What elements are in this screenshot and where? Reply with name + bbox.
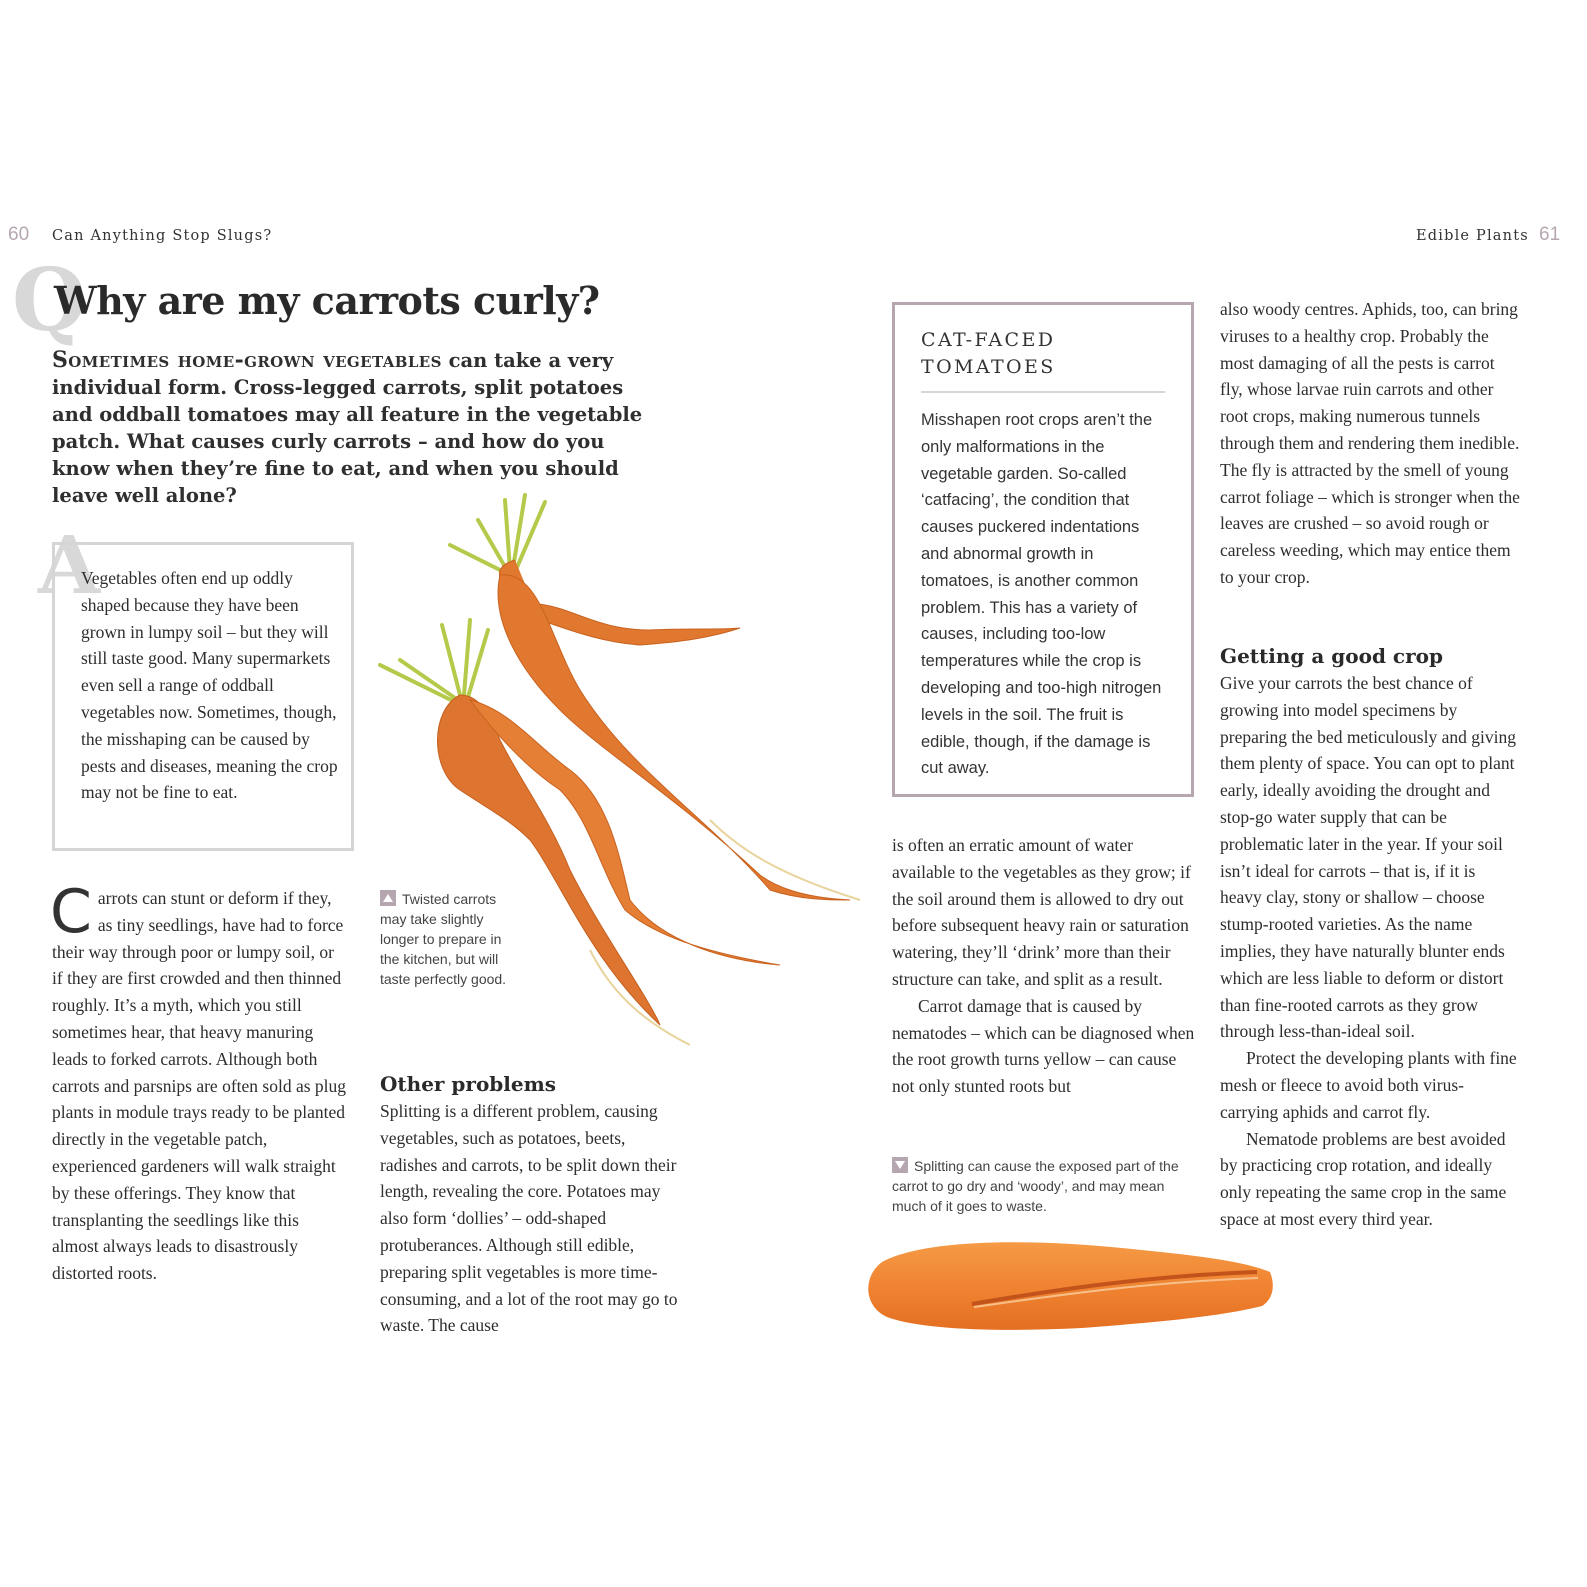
left-body (50, 877, 347, 1287)
other-problems-section (380, 1070, 678, 1339)
cat-faced-sidebar (892, 302, 1194, 797)
right-col1-para-1: is often an erratic amount of water available to the vegetables as they grow; if the soil around them is allowed to dry out before subsequent heavy rain or saturation watering, they’ll ‘drink’ more than their structure can take, and split as a result. (892, 835, 1191, 989)
good-crop-para-2: Protect the developing plants with fine mesh or fleece to avoid both virus-carrying aphids and carrot fly. (1220, 1048, 1517, 1122)
sidebar-title: CAT-FACED TOMATOES (921, 327, 1165, 393)
left-folio: 60 (8, 224, 30, 245)
other-problems-text: Splitting is a different problem, causing vegetables, such as potatoes, beets, radishes and carrots, to be split down their length, revealing the core. Potatoes may also form ‘dollies’ – odd-shaped protuberances. Although still edible, preparing split vegetables is more time-consuming, and a lot of the root may go to waste. The cause (380, 1101, 678, 1336)
drop-cap: C (50, 877, 92, 947)
good-crop-section (1220, 642, 1520, 1233)
question-letter: Q (12, 250, 87, 351)
caption-split-text: Splitting can cause the exposed part of the carrot to go dry and ‘woody’, and may mean much of it goes to waste. (892, 1158, 1179, 1214)
answer-letter: A (38, 518, 101, 612)
intro-lead: Sometimes home-grown vegetables (52, 347, 442, 373)
right-col2 (1220, 296, 1520, 591)
triangle-up-icon (380, 890, 396, 906)
good-crop-para-1: Give your carrots the best chance of growing into model specimens by preparing the bed meticulously and giving them plenty of space. You can opt to plant early, ideally avoiding the drought and stop-go water supply that can be problematic later in the year. If your soil isn’t ideal for carrots – that is, if it is heavy clay, stony or shallow – choose stump-rooted varieties. As the name implies, they have naturally blunter ends which are less liable to deform or distort than fine-rooted carrots as they grow through less-than-ideal soil. (1220, 673, 1516, 1042)
split-carrot-photo (862, 1232, 1278, 1336)
caption-curly (380, 889, 520, 989)
caption-split (892, 1156, 1192, 1216)
other-problems-heading: Other problems (380, 1072, 557, 1096)
intro-text: can take a very individual form. Cross-legged carrots, split potatoes and oddball tomatoes may all feature in the vegetable patch. What causes curly carrots – and how do you know when they’re fine to eat, and when you should leave well alone? (52, 349, 643, 507)
sidebar-text: Misshapen root crops aren’t the only malformations in the vegetable garden. So-called ‘catfacing’, the condition that causes puckered indentations and abnormal growth in tomatoes, is another common problem. This has a variety of causes, including too-low temperatures while the crop is developing and too-high nitrogen levels in the soil. The fruit is edible, though, if the damage is cut away. (921, 411, 1162, 778)
right-folio: 61 (1539, 224, 1561, 245)
right-col1 (892, 832, 1197, 1100)
left-running-head: Can Anything Stop Slugs? (52, 228, 273, 244)
right-col1-para-2: Carrot damage that is caused by nematodes – which can be diagnosed when the root growth turns yellow – can cause not only stunted roots but (892, 995, 1195, 1097)
left-body-text: arrots can stunt or deform if they, as tiny seedlings, have had to force their way through poor or lumpy soil, or if they are first crowded and then thinned roughly. It’s a myth, which you still sometimes hear, that heavy manuring leads to forked carrots. Although both carrots and parsnips are often sold as plug plants in module trays ready to be planted directly in the vegetable patch, experienced gardeners will walk straight by these offerings. They know that transplanting the seedlings like this almost always leads to disastrously distorted roots. (52, 888, 347, 1284)
page-title: Why are my carrots curly? (54, 278, 600, 323)
answer-box (52, 542, 354, 851)
answer-text: Vegetables often end up oddly shaped because they have been grown in lumpy soil – but they will still taste good. Many supermarkets even sell a range of oddball vegetables now. Sometimes, though, the misshaping can be caused by pests and diseases, meaning the crop may not be fine to eat. (81, 568, 338, 803)
good-crop-para-3: Nematode problems are best avoided by practicing crop rotation, and ideally only repeating the same crop in the same space at most every third year. (1220, 1128, 1507, 1229)
triangle-down-icon (892, 1157, 908, 1173)
good-crop-heading: Getting a good crop (1220, 644, 1443, 668)
caption-curly-text: Twisted carrots may take slightly longer to prepare in the kitchen, but will taste perfectly good. (380, 891, 507, 987)
title-block (54, 278, 600, 323)
right-col2-top: also woody centres. Aphids, too, can bring viruses to a healthy crop. Probably the most damaging of all the pests is carrot fly, whose larvae ruin carrots and other root crops, making numerous tunnels through them and rendering them inedible. The fly is attracted by the smell of young carrot foliage – which is stronger when the leaves are crushed – so avoid rough or careless weeding, which may entice them to your crop. (1220, 299, 1520, 587)
right-running-head: Edible Plants (1416, 228, 1529, 244)
